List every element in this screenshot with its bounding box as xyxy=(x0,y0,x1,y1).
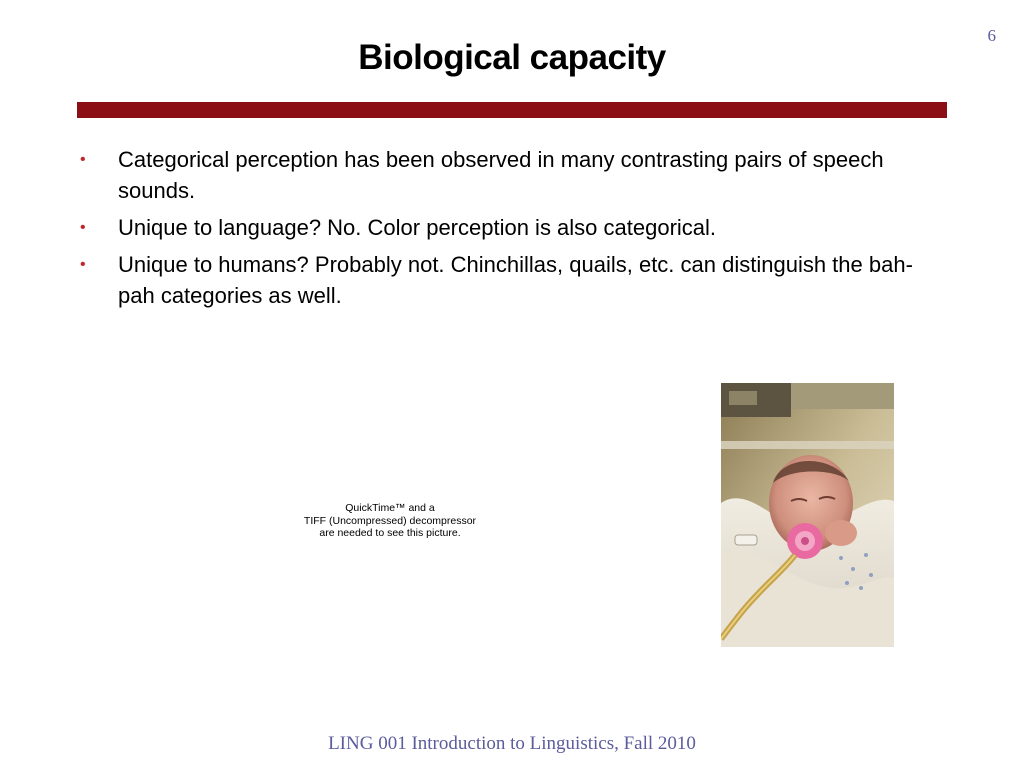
quicktime-placeholder-line: TIFF (Uncompressed) decompressor xyxy=(303,514,477,527)
bullet-item xyxy=(78,144,948,206)
bullet-text: Categorical perception has been observed in many contrasting pairs of speech sounds. xyxy=(118,147,884,203)
bullet-marker-icon: • xyxy=(80,219,86,236)
bullet-list xyxy=(78,144,948,317)
bullet-item xyxy=(78,249,948,311)
bullet-text: Unique to language? No. Color perception is also categorical. xyxy=(118,215,717,240)
title-divider-bar xyxy=(77,102,947,118)
infant-photo xyxy=(721,383,894,647)
bullet-text: Unique to humans? Probably not. Chinchillas, quails, etc. can distinguish the bah-pah categories as well. xyxy=(118,252,913,308)
bullet-marker-icon: • xyxy=(80,256,86,273)
quicktime-placeholder-line: QuickTime™ and a xyxy=(345,502,435,514)
bullet-item xyxy=(78,212,948,243)
quicktime-placeholder-line: are needed to see this picture. xyxy=(319,527,461,539)
quicktime-placeholder xyxy=(290,502,490,540)
slide-number: 6 xyxy=(987,26,996,45)
footer: LING 001 Introduction to Linguistics, Fall 2010 xyxy=(328,733,696,754)
slide-title: Biological capacity xyxy=(358,38,666,77)
bullet-marker-icon: • xyxy=(80,151,86,168)
